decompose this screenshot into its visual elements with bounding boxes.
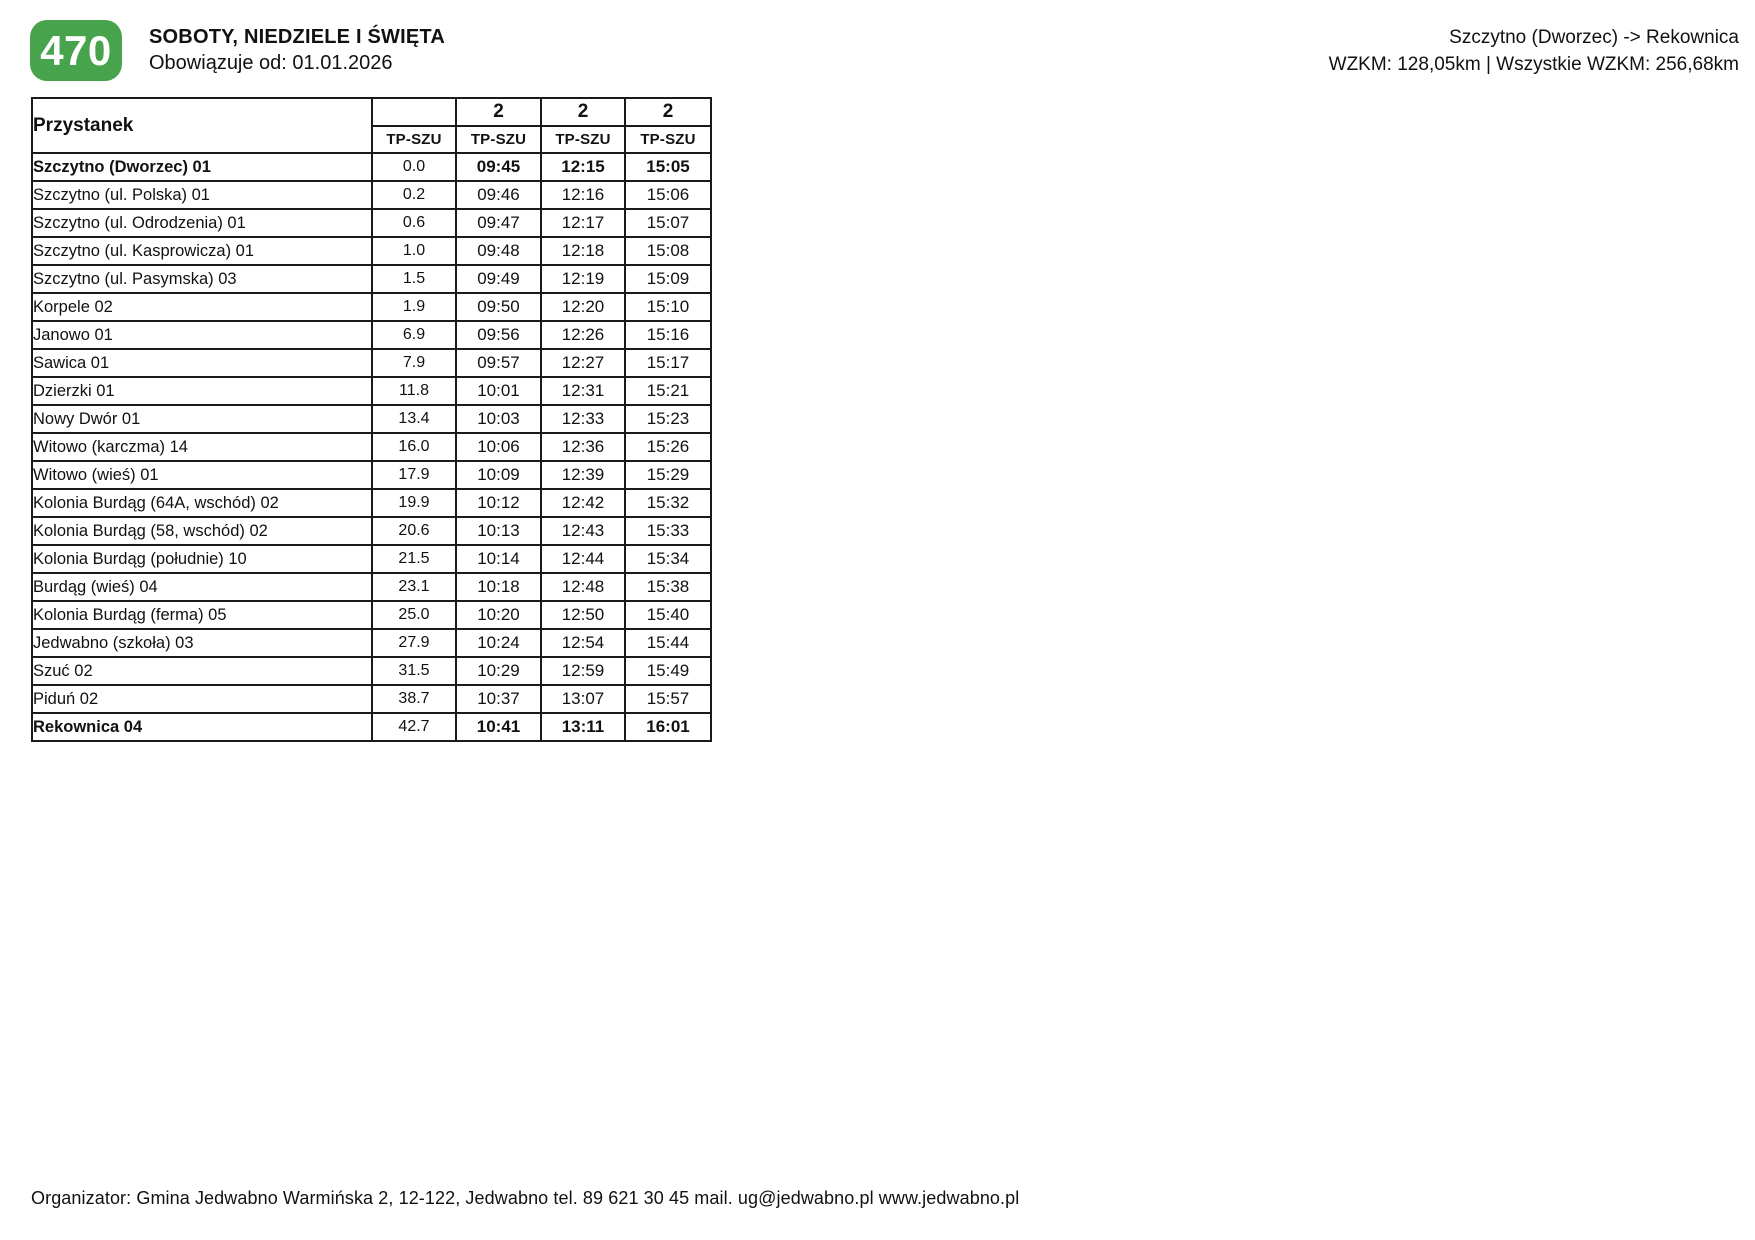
route-number-badge: 470 (30, 20, 122, 81)
stop-column-header: Przystanek (32, 98, 372, 153)
km-cell: 31.5 (372, 657, 456, 685)
table-row (32, 209, 711, 237)
header-left (30, 20, 445, 81)
departure-time-cell: 15:06 (625, 181, 711, 209)
header-right (1329, 24, 1739, 78)
table-row (32, 153, 711, 181)
departure-time-cell: 15:33 (625, 517, 711, 545)
service-days-label: SOBOTY, NIEDZIELE I ŚWIĘTA (149, 26, 445, 48)
valid-from-label: Obowiązuje od: 01.01.2026 (149, 52, 393, 74)
departure-time-cell: 15:07 (625, 209, 711, 237)
stop-name-cell: Sawica 01 (32, 349, 372, 377)
table-row (32, 601, 711, 629)
stop-name-cell: Szuć 02 (32, 657, 372, 685)
departure-time-cell: 12:16 (541, 181, 625, 209)
km-cell: 1.5 (372, 265, 456, 293)
departure-time-cell: 10:37 (456, 685, 541, 713)
departure-time-cell: 10:03 (456, 405, 541, 433)
departure-time-cell: 10:41 (456, 713, 541, 741)
km-cell: 21.5 (372, 545, 456, 573)
departure-time-cell: 10:14 (456, 545, 541, 573)
departure-time-cell: 15:40 (625, 601, 711, 629)
km-cell: 17.9 (372, 461, 456, 489)
km-cell: 27.9 (372, 629, 456, 657)
departure-time-cell: 09:49 (456, 265, 541, 293)
departure-time-cell: 09:46 (456, 181, 541, 209)
km-column-spacer (372, 98, 456, 126)
km-cell: 19.9 (372, 489, 456, 517)
departure-time-cell: 09:56 (456, 321, 541, 349)
departure-time-cell: 10:20 (456, 601, 541, 629)
organizer-footer: Organizator: Gmina Jedwabno Warmińska 2, 12-122, Jedwabno tel. 89 621 30 45 mail. ug@jedwabno.pl www.jedwabno.pl (31, 1188, 1020, 1208)
km-cell: 23.1 (372, 573, 456, 601)
table-row (32, 489, 711, 517)
table-row (32, 265, 711, 293)
stop-name-cell: Szczytno (ul. Pasymska) 03 (32, 265, 372, 293)
departure-time-cell: 15:29 (625, 461, 711, 489)
departure-time-cell: 12:15 (541, 153, 625, 181)
stop-name-cell: Jedwabno (szkoła) 03 (32, 629, 372, 657)
departure-time-cell: 09:50 (456, 293, 541, 321)
departure-time-cell: 15:57 (625, 685, 711, 713)
departure-time-cell: 12:17 (541, 209, 625, 237)
departure-time-cell: 16:01 (625, 713, 711, 741)
timetable (31, 97, 712, 742)
table-row (32, 545, 711, 573)
stop-name-cell: Kolonia Burdąg (64A, wschód) 02 (32, 489, 372, 517)
table-row (32, 349, 711, 377)
table-row (32, 433, 711, 461)
route-direction-label: Szczytno (Dworzec) -> Rekownica (1449, 27, 1739, 48)
km-cell: 1.9 (372, 293, 456, 321)
carrier-header: TP-SZU (625, 126, 711, 153)
departure-time-cell: 12:36 (541, 433, 625, 461)
departure-time-cell: 15:26 (625, 433, 711, 461)
departure-time-cell: 09:45 (456, 153, 541, 181)
stop-name-cell: Piduń 02 (32, 685, 372, 713)
departure-time-cell: 12:39 (541, 461, 625, 489)
departure-time-cell: 12:26 (541, 321, 625, 349)
km-cell: 6.9 (372, 321, 456, 349)
departure-time-cell: 10:29 (456, 657, 541, 685)
departure-time-cell: 15:34 (625, 545, 711, 573)
km-cell: 38.7 (372, 685, 456, 713)
carrier-header: TP-SZU (372, 126, 456, 153)
table-row (32, 629, 711, 657)
km-cell: 0.2 (372, 181, 456, 209)
departure-time-cell: 15:32 (625, 489, 711, 517)
course-number-header: 2 (625, 98, 711, 126)
table-row (32, 517, 711, 545)
table-row (32, 405, 711, 433)
stop-name-cell: Kolonia Burdąg (58, wschód) 02 (32, 517, 372, 545)
departure-time-cell: 15:08 (625, 237, 711, 265)
km-cell: 0.0 (372, 153, 456, 181)
km-cell: 16.0 (372, 433, 456, 461)
course-number-row (32, 98, 711, 126)
departure-time-cell: 09:47 (456, 209, 541, 237)
stop-name-cell: Nowy Dwór 01 (32, 405, 372, 433)
departure-time-cell: 15:38 (625, 573, 711, 601)
departure-time-cell: 15:44 (625, 629, 711, 657)
departure-time-cell: 12:50 (541, 601, 625, 629)
table-row (32, 293, 711, 321)
stop-name-cell: Szczytno (ul. Polska) 01 (32, 181, 372, 209)
km-cell: 25.0 (372, 601, 456, 629)
table-row (32, 573, 711, 601)
distance-info-label: WZKM: 128,05km | Wszystkie WZKM: 256,68km (1328, 54, 1739, 75)
departure-time-cell: 15:23 (625, 405, 711, 433)
departure-time-cell: 12:54 (541, 629, 625, 657)
table-row (32, 713, 711, 741)
departure-time-cell: 15:10 (625, 293, 711, 321)
departure-time-cell: 10:01 (456, 377, 541, 405)
departure-time-cell: 13:07 (541, 685, 625, 713)
departure-time-cell: 12:42 (541, 489, 625, 517)
departure-time-cell: 10:13 (456, 517, 541, 545)
departure-time-cell: 09:48 (456, 237, 541, 265)
departure-time-cell: 12:19 (541, 265, 625, 293)
course-number-header: 2 (541, 98, 625, 126)
departure-time-cell: 15:09 (625, 265, 711, 293)
departure-time-cell: 12:20 (541, 293, 625, 321)
stop-name-cell: Szczytno (Dworzec) 01 (32, 153, 372, 181)
stop-name-cell: Szczytno (ul. Odrodzenia) 01 (32, 209, 372, 237)
stop-name-cell: Witowo (wieś) 01 (32, 461, 372, 489)
departure-time-cell: 12:33 (541, 405, 625, 433)
departure-time-cell: 10:18 (456, 573, 541, 601)
km-cell: 13.4 (372, 405, 456, 433)
departure-time-cell: 15:49 (625, 657, 711, 685)
table-row (32, 461, 711, 489)
departure-time-cell: 09:57 (456, 349, 541, 377)
departure-time-cell: 12:48 (541, 573, 625, 601)
departure-time-cell: 15:17 (625, 349, 711, 377)
table-row (32, 657, 711, 685)
departure-time-cell: 15:05 (625, 153, 711, 181)
km-cell: 1.0 (372, 237, 456, 265)
departure-time-cell: 12:31 (541, 377, 625, 405)
departure-time-cell: 12:44 (541, 545, 625, 573)
table-row (32, 321, 711, 349)
departure-time-cell: 12:18 (541, 237, 625, 265)
departure-time-cell: 12:59 (541, 657, 625, 685)
departure-time-cell: 10:24 (456, 629, 541, 657)
departure-time-cell: 15:21 (625, 377, 711, 405)
stop-name-cell: Witowo (karczma) 14 (32, 433, 372, 461)
stop-name-cell: Szczytno (ul. Kasprowicza) 01 (32, 237, 372, 265)
departure-time-cell: 12:27 (541, 349, 625, 377)
stop-name-cell: Rekownica 04 (32, 713, 372, 741)
course-number-header: 2 (456, 98, 541, 126)
km-cell: 0.6 (372, 209, 456, 237)
departure-time-cell: 10:06 (456, 433, 541, 461)
departure-time-cell: 15:16 (625, 321, 711, 349)
departure-time-cell: 13:11 (541, 713, 625, 741)
departure-time-cell: 10:09 (456, 461, 541, 489)
title-block (149, 24, 445, 77)
stop-name-cell: Janowo 01 (32, 321, 372, 349)
table-row (32, 237, 711, 265)
table-row (32, 685, 711, 713)
km-cell: 7.9 (372, 349, 456, 377)
km-cell: 42.7 (372, 713, 456, 741)
table-row (32, 377, 711, 405)
stop-name-cell: Dzierzki 01 (32, 377, 372, 405)
km-cell: 20.6 (372, 517, 456, 545)
stop-name-cell: Kolonia Burdąg (południe) 10 (32, 545, 372, 573)
departure-time-cell: 10:12 (456, 489, 541, 517)
carrier-header: TP-SZU (456, 126, 541, 153)
stop-name-cell: Korpele 02 (32, 293, 372, 321)
table-row (32, 181, 711, 209)
stop-name-cell: Burdąg (wieś) 04 (32, 573, 372, 601)
km-cell: 11.8 (372, 377, 456, 405)
timetable-body (32, 153, 711, 741)
carrier-header: TP-SZU (541, 126, 625, 153)
stop-name-cell: Kolonia Burdąg (ferma) 05 (32, 601, 372, 629)
departure-time-cell: 12:43 (541, 517, 625, 545)
